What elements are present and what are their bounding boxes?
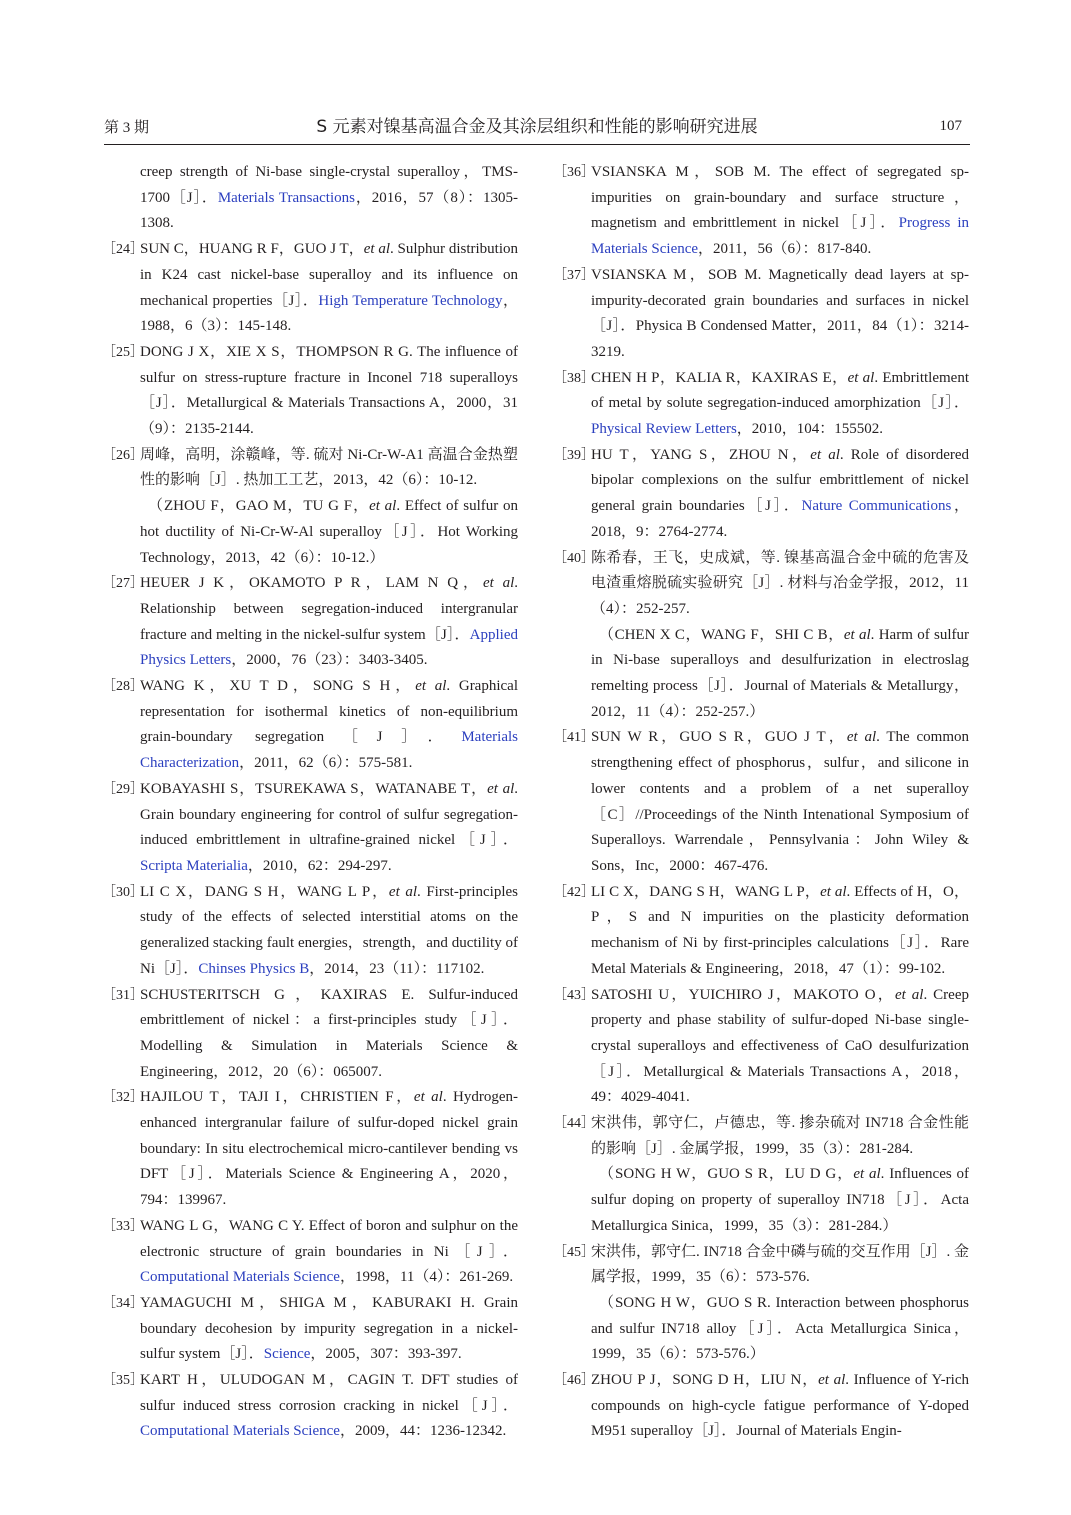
et-al-text: et al	[843, 626, 871, 643]
reference-item	[553, 1240, 969, 1369]
reference-item	[553, 983, 969, 1112]
reference-number: ［45］	[553, 1244, 595, 1260]
reference-text: HAJILOU T，TAJI I，CHRISTIEN F，et al. Hydrogen-enhanced intergranular failure of sulfur-doped nickel grain boundary: In situ electrochemical micro-cantilever bending vs DFT［J］．Materials Science & Engineering A，2020，794：139967.	[140, 1089, 519, 1209]
reference-item	[553, 546, 969, 726]
reference-number: ［37］	[553, 267, 595, 283]
reference-text: WANG K，XU T D，SONG S H，et al. Graphical representation for isothermal kinetics of non-equilibrium grain-boundary segregation［J］．Materials Characterization，2011，62（6）：575-581.	[140, 678, 518, 772]
reference-text: DONG J X，XIE X S，THOMPSON R G. The influence of sulfur on stress-rupture fracture in Inconel 718 superalloys［J］．Metallurgical & Materials Transactions A，2000，31（9）：2135-2144.	[140, 343, 518, 438]
journal-link[interactable]: Materials Transactions	[217, 189, 355, 206]
reference-number: ［32］	[102, 1090, 144, 1106]
reference-number: ［43］	[553, 987, 595, 1003]
journal-link[interactable]: Chinses Physics B	[198, 960, 310, 977]
reference-translation: （SONG H W，GUO S R. Interaction between phosphorus and sulfur IN718 alloy［J］．Acta Metallurgica Sinica，1999，35（6）：573-576.）	[591, 1294, 969, 1363]
reference-number: ［42］	[553, 884, 595, 900]
journal-link[interactable]: Scripta Materialia	[140, 857, 248, 874]
journal-link[interactable]: Computational Materials Science	[140, 1423, 340, 1440]
reference-text: SATOSHI U，YUICHIRO J，MAKOTO O，et al. Creep property and phase stability of sulfur-doped Ni-base single-crystal superalloys and effectiveness of CaO desulfurization［J］．Metallurgical & Materials Transactions A，2018，49：4029-4041.	[591, 986, 969, 1106]
journal-link[interactable]: Materials Characterization	[140, 729, 518, 772]
et-al-text: et al	[415, 678, 447, 695]
reference-number: ［33］	[102, 1218, 144, 1234]
reference-text: creep strength of Ni-base single-crystal superalloy，TMS-1700［J］．Materials Transactions，2016，57（8）：1305-1308.	[140, 164, 518, 232]
journal-link[interactable]: Applied Physics Letters	[140, 626, 518, 669]
reference-item	[102, 674, 518, 777]
reference-number: ［44］	[553, 1116, 595, 1132]
reference-number: ［35］	[102, 1373, 144, 1389]
reference-number: ［38］	[553, 370, 595, 386]
et-al-text: et al	[369, 498, 397, 515]
reference-text: 陈希春，王飞，史成斌，等. 镍基高温合金中硫的危害及电渣重熔脱硫实验研究［J］. 材料与冶金学报，2012，11（4）：252-257.	[591, 549, 969, 617]
et-al-text: et al	[810, 446, 840, 463]
reference-text: SUN W R，GUO S R，GUO J T，et al. The common strengthening effect of phosphorus，sulfur，and silicone in lower contents and a problem of a net superalloy［C］//Proceedings of the Ninth Intenational Symposium of Superalloys. Warrendale，Pennsylvania：John Wiley & Sons，Inc，2000：467-476.	[591, 729, 970, 874]
journal-link[interactable]: Physical Review Letters	[591, 421, 737, 438]
reference-number: ［31］	[102, 987, 144, 1003]
reference-text: LI C X，DANG S H，WANG L P，et al. First-principles study of the effects of selected interstitial atoms on the generalized stacking fault energies，strength，and ductility of Ni［J］．Chinses Physics B，2014，23（11）：117102.	[140, 883, 518, 977]
reference-item	[553, 366, 969, 443]
journal-link[interactable]: Progress in Materials Science	[591, 215, 969, 258]
reference-item	[553, 443, 969, 546]
reference-item	[102, 340, 518, 443]
et-al-text: et al	[894, 986, 924, 1003]
page-number: 107	[939, 118, 962, 134]
reference-text: VSIANSKA M，SOB M. The effect of segregated sp-impurities on grain-boundary and surface structure，magnetism and embrittlement in nickel［J］．Progress in Materials Science，2011，56（6）：817-840.	[591, 164, 969, 258]
reference-item	[553, 160, 969, 263]
reference-item	[102, 571, 518, 674]
reference-item	[553, 880, 969, 983]
reference-text: 宋洪伟，郭守仁，卢德忠，等. 掺杂硫对 IN718 合金性能的影响［J］. 金属学报，1999，35（3）：281-284.	[591, 1115, 969, 1157]
reference-text: HEUER J K，OKAMOTO P R，LAM N Q，et al. Relationship between segregation-induced intergranular fracture and melting in the nickel-sulfur system［J］．Applied Physics Letters，2000，76（23）：3403-3405.	[140, 575, 518, 669]
reference-text: LI C X，DANG S H，WANG L P，et al. Effects of H，O，P，S and N impurities on the plasticity deformation mechanism of Ni by first-principles calculations［J］．Rare Metal Materials & Engineering，2018，47（1）：99-102.	[591, 883, 969, 977]
reference-item	[102, 237, 518, 340]
reference-item	[102, 1368, 518, 1445]
et-al-text: et al	[820, 883, 847, 900]
reference-text: KART H，ULUDOGAN M，CAGIN T. DFT studies of sulfur induced stress corrosion cracking in nickel［J］．Computational Materials Science，2009，44：1236-12342.	[140, 1372, 518, 1440]
reference-number: ［41］	[553, 730, 595, 746]
reference-item	[102, 1214, 518, 1291]
et-al-text: et al	[818, 1372, 846, 1389]
reference-item	[553, 263, 969, 366]
journal-link[interactable]: Computational Materials Science	[140, 1269, 340, 1286]
reference-number: ［24］	[102, 242, 144, 258]
reference-text: WANG L G，WANG C Y. Effect of boron and sulphur on the electronic structure of grain boundaries in Ni［J］．Computational Materials Science，1998，11（4）：261-269.	[140, 1217, 518, 1286]
reference-number: ［40］	[553, 550, 595, 566]
reference-number: ［34］	[102, 1295, 144, 1311]
et-al-text: et al	[413, 1089, 443, 1106]
right-column	[553, 160, 969, 1445]
journal-link[interactable]: Science	[263, 1346, 311, 1363]
reference-item	[102, 983, 518, 1086]
reference-text: VSIANSKA M，SOB M. Magnetically dead layers at sp-impurity-decorated grain boundaries and surfaces in nickel［J］．Physica B Condensed Matter，2011，84（1）：3214-3219.	[591, 266, 969, 360]
et-al-text: et al	[483, 575, 515, 592]
reference-item	[102, 880, 518, 983]
reference-number: ［28］	[102, 679, 144, 695]
et-al-text: et al	[363, 241, 391, 258]
et-al-text: et al	[487, 780, 515, 797]
reference-text: 周峰，高明，涂赣峰，等. 硫对 Ni-Cr-W-A1 高温合金热塑性的影响［J］. 热加工工艺，2013，42（6）：10-12.	[140, 446, 518, 489]
reference-number: ［27］	[102, 576, 144, 592]
et-al-text: et al	[846, 729, 877, 746]
reference-text: SUN C，HUANG R F，GUO J T，et al. Sulphur distribution in K24 cast nickel-base superalloy and its influence on mechanical properties［J］．High Temperature Technology，1988，6（3）：145-148.	[140, 241, 518, 335]
reference-translation: （ZHOU F，GAO M，TU G F，et al. Effect of sulfur on hot ductility of Ni-Cr-W-Al superalloy［J］．Hot Working Technology，2013，42（6）：10-12.）	[140, 498, 518, 566]
reference-item	[102, 777, 518, 880]
reference-number: ［39］	[553, 447, 595, 463]
reference-item	[553, 1111, 969, 1240]
et-al-text: et al	[388, 883, 417, 900]
left-column	[102, 160, 518, 1445]
reference-text: HU T，YANG S，ZHOU N，et al. Role of disordered bipolar complexions on the sulfur embrittlement of nickel general grain boundaries［J］．Nature Communications，2018，9：2764-2774.	[591, 446, 970, 540]
reference-translation: （CHEN X C，WANG F，SHI C B，et al. Harm of sulfur in Ni-base superalloys and desulfurization in electroslag remelting process［J］．Journal of Materials & Metallurgy，2012，11（4）：252-257.）	[591, 626, 970, 720]
reference-text: CHEN H P，KALIA R，KAXIRAS E，et al. Embrittlement of metal by solute segregation-induced amorphization［J］．Physical Review Letters，2010，104：155502.	[591, 369, 969, 438]
running-title: S 元素对镍基高温合金及其涂层组织和性能的影响研究进展	[316, 117, 758, 137]
reference-text: YAMAGUCHI M，SHIGA M，KABURAKI H. Grain boundary decohesion by impurity segregation in a nickel-sulfur system［J］．Science，2005，307：393-397.	[140, 1294, 518, 1363]
reference-number: ［30］	[102, 884, 144, 900]
reference-item	[102, 1291, 518, 1368]
reference-text: KOBAYASHI S，TSUREKAWA S，WATANABE T，et al. Grain boundary engineering for control of sulfur segregation-induced embrittlement in ultrafine-grained nickel［J］．Scripta Materialia，2010，62：294-297.	[140, 780, 518, 874]
page-header	[104, 112, 970, 145]
journal-link[interactable]: High Temperature Technology	[318, 292, 503, 309]
reference-item	[102, 1085, 518, 1214]
et-al-text: et al	[853, 1166, 881, 1183]
reference-translation: （SONG H W，GUO S R，LU D G，et al. Influences of sulfur doping on property of superalloy IN718［J］．Acta Metallurgica Sinica，1999，35（3）：281-284.）	[591, 1166, 969, 1234]
issue-number: 第 3 期	[104, 120, 150, 136]
reference-number: ［46］	[553, 1373, 595, 1389]
journal-link[interactable]: Nature Communications	[801, 498, 952, 515]
reference-item	[102, 160, 518, 237]
reference-number: ［36］	[553, 165, 595, 180]
reference-item	[553, 1368, 969, 1445]
reference-item	[102, 443, 518, 572]
reference-number: ［29］	[102, 781, 144, 797]
reference-item	[553, 725, 969, 879]
reference-text: 宋洪伟，郭守仁. IN718 合金中磷与硫的交互作用［J］. 金属学报，1999，35（6）：573-576.	[591, 1243, 969, 1286]
reference-text: SCHUSTERITSCH G，KAXIRAS E. Sulfur-induced embrittlement of nickel：a first-principles study［J］．Modelling & Simulation in Materials Science & Engineering，2012，20（6）：065007.	[140, 986, 518, 1080]
reference-number: ［26］	[102, 447, 144, 463]
reference-number: ［25］	[102, 344, 144, 360]
reference-text: ZHOU P J，SONG D H，LIU N，et al. Influence of Y-rich compounds on high-cycle fatigue performance of Y-doped M951 superalloy［J］．Journal of Materials Engin-	[591, 1372, 969, 1440]
et-al-text: et al	[847, 369, 875, 386]
